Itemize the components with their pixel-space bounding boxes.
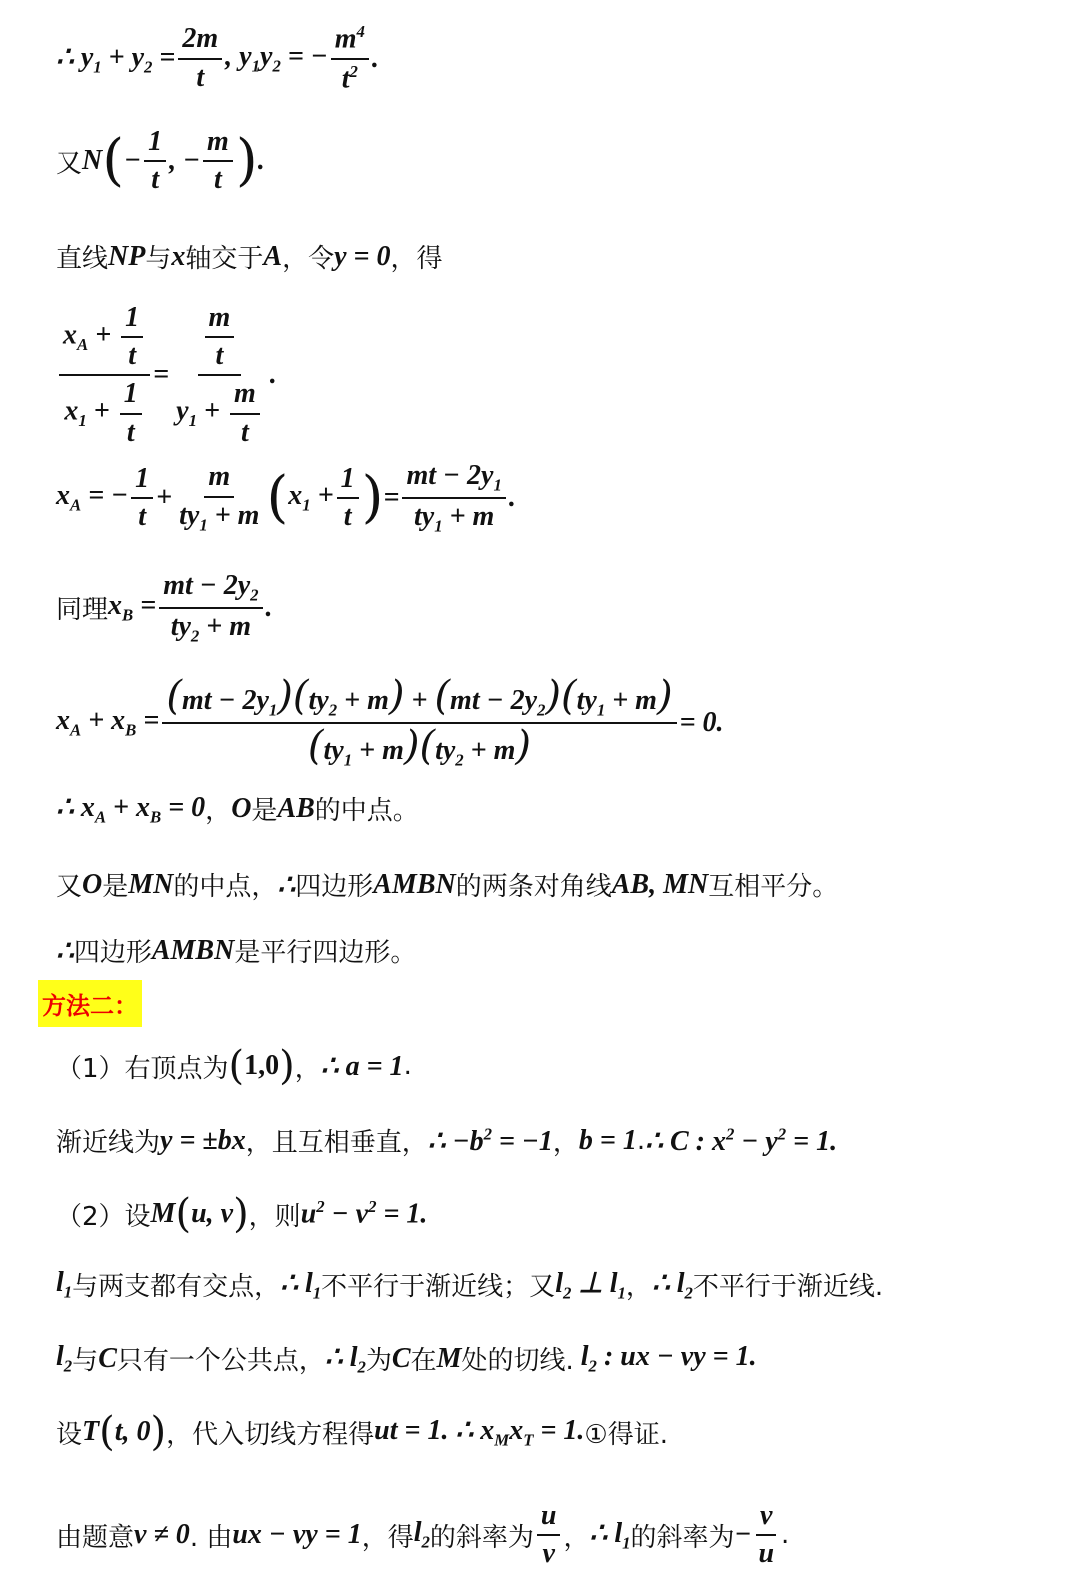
- point-t: 设 T ( t, 0 ) ，代入切线方程得 ut = 1. ∴ $x_Mx_T = 1$. ①得证.: [56, 1409, 668, 1455]
- eq-xa-plus-xb: $x_A + x_B$ = $\frac{(mt - 2y_1)(ty_2 + m) + (mt - 2y_2)(ty_1 + m)}{(ty_1 + m)(ty_2 + m)}$ = 0.: [56, 673, 724, 770]
- line-np-intersect: 直线 NP 与 x 轴交于 A ，令 y = 0 ，得: [56, 240, 443, 274]
- conclusion-midpoint-ab: ∴ $x_A + x_B = 0$ ， O 是 AB 的中点。: [56, 792, 419, 827]
- text-tongli: 同理: [56, 595, 109, 626]
- part2-point-m: （2）设 M ( u, v ) ，则 $u^2 - v^2 = 1$.: [56, 1191, 428, 1237]
- conclusion-parallelogram: ∴ 四边形 AMBN 是平行四边形。: [56, 934, 417, 968]
- eq-xb: 同理 $x_B$ = $\frac{mt - 2y_2}{ty_2 + m}$ .: [56, 570, 273, 646]
- part1-vertex: （1）右顶点为 ( 1,0 ) ， ∴ a = 1 .: [56, 1043, 412, 1089]
- eq-ratio: $x_A$ + $\frac{1}{t}$ $x_1$ + $\frac{1}{t}$ = $\frac{m}{t}$ $y_1$ + $\frac{m}{t}$ .: [56, 302, 277, 449]
- slope-line: 由题意 v ≠ 0 . 由 ux − vy = 1 ，得 $l_2$ 的斜率为 $\frac{u}{v}$ ， ∴ $l_1$ 的斜率为 − $\frac{v}{u}$ .: [56, 1500, 790, 1570]
- l2-tangent: $l_2$ 与 C 只有一个公共点， ∴ $l_2$ 为 C 在 M 处的切线. $l_2$ : ux − vy = 1.: [56, 1341, 757, 1377]
- conclusion-diagonals: 又 O 是 MN 的中点， ∴ 四边形 AMBN 的两条对角线 AB, MN 互相平分。: [56, 868, 839, 902]
- point-n: 又 N ( − $\frac{1}{t}$ , − $\frac{m}{t}$ ) .: [56, 126, 265, 196]
- asymptote-line: 渐近线为 y = ±bx ，且互相垂直， ∴ $-b^2 = -1$ ， b = 1 . ∴ C : $x^2 - y^2 = 1$.: [56, 1124, 838, 1158]
- l1-not-parallel: $l_1$ 与两支都有交点， ∴ $l_1$ 不平行于渐近线；又 $l_2$ ⊥ $l_1$ ， ∴ $l_2$ 不平行于渐近线.: [56, 1267, 884, 1303]
- text-you: 又: [56, 148, 83, 179]
- eq-xa: $x_A$ = − $\frac{1}{t}$ + $\frac{m}{ty_1 + m}$ ( $x_1$ + $\frac{1}{t}$ ) = $\frac{mt - 2y_1}{ty_1 + m}$ .: [56, 460, 516, 536]
- method-two-heading: 方法二：: [38, 980, 142, 1027]
- eq-sum-product: ∴ $y_1 + y_2$ = $\frac{2m}{t}$ , $y_1y_2$ = − $\frac{m^4}{t^2}$ .: [56, 22, 379, 94]
